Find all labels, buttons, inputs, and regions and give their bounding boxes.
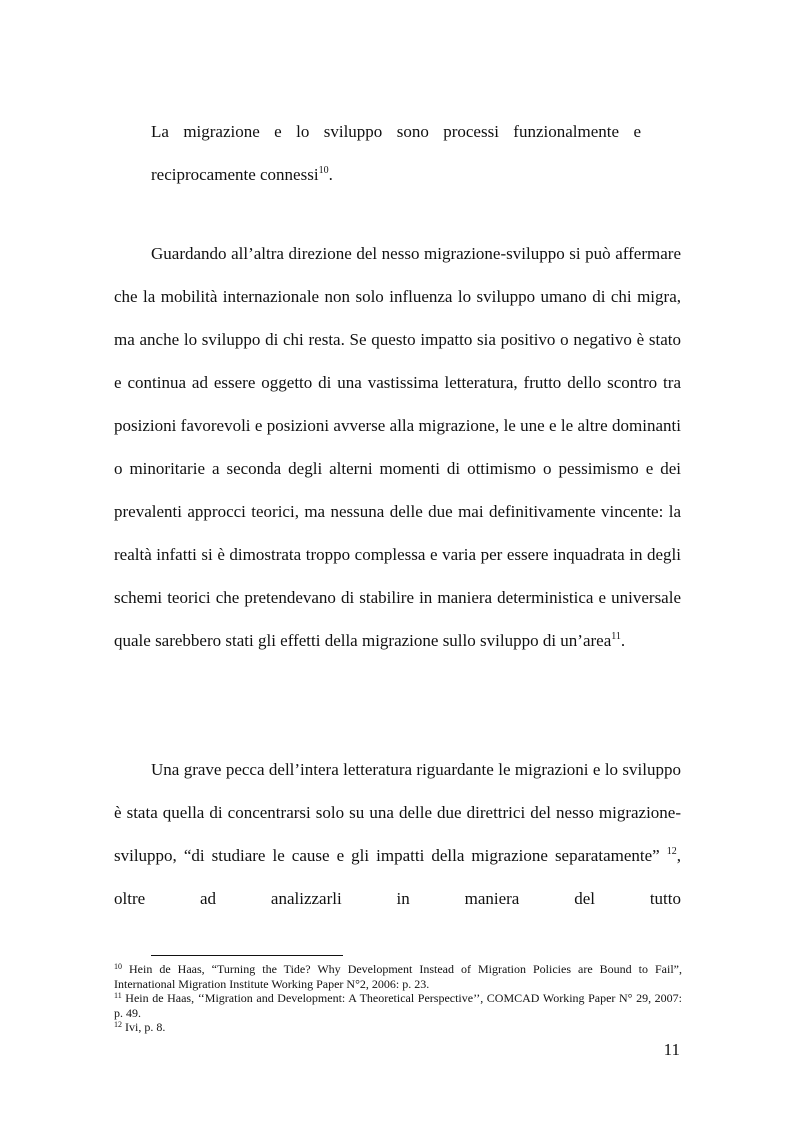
footnote-number: 10: [114, 962, 122, 971]
footnote-text: Ivi, p. 8.: [122, 1020, 166, 1034]
footnote-number: 12: [114, 1020, 122, 1029]
footnote-text: Hein de Haas, ‘‘Migration and Development: A Theoretical Perspective’’, COMCAD Working Paper N° 29, 2007: p. 49.: [114, 991, 682, 1020]
paragraph-2: [114, 748, 681, 920]
footnote-11: [114, 991, 682, 1020]
footnote-separator: [151, 955, 343, 956]
page-number: 11: [663, 1040, 680, 1059]
footnote-12: [114, 1020, 682, 1035]
footnote-ref-11: 11: [611, 631, 621, 642]
paragraph-1: [114, 232, 681, 662]
footnote-ref-12: 12: [666, 846, 677, 857]
paragraph-2-text: Una grave pecca dell’intera letteratura riguardante le migrazioni e lo sviluppo è stata quella di concentrarsi solo su una delle due direttrici del nesso migrazione-sviluppo, “di studiare le cause e gli impatti della migrazione separatamente”: [114, 760, 681, 865]
footnote-10: [114, 962, 682, 991]
footnotes: [114, 962, 682, 1035]
footnote-ref-10: 10: [318, 165, 329, 176]
paragraph-2-text-continued: , oltre ad analizzarli in maniera del tutto: [114, 846, 681, 908]
paragraph-1-end: .: [620, 631, 626, 650]
quote-end: .: [328, 165, 333, 184]
block-quote: [151, 110, 641, 196]
footnote-number: 11: [114, 991, 122, 1000]
footnote-text: Hein de Haas, “Turning the Tide? Why Development Instead of Migration Policies are Bound to Fail”, International Migration Institute Working Paper N°2, 2006: p. 23.: [114, 962, 682, 991]
quote-text: La migrazione e lo sviluppo sono processi funzionalmente e reciprocamente connessi: [151, 122, 641, 184]
paragraph-1-text: Guardando all’altra direzione del nesso migrazione-sviluppo si può affermare che la mobilità internazionale non solo influenza lo sviluppo umano di chi migra, ma anche lo sviluppo di chi resta. Se questo impatto sia positivo o negativo è stato e continua ad essere oggetto di una vastissima letteratura, frutto dello scontro tra posizioni favorevoli e posizioni avverse alla migrazione, le une e le altre dominanti o minoritarie a seconda degli alterni momenti di ottimismo o pessimismo e dei prevalenti approcci teorici, ma nessuna delle due mai definitivamente vincente: la realtà infatti si è dimostrata troppo complessa e varia per essere inquadrata in degli schemi teorici che pretendevano di stabilire in maniera deterministica e universale quale sarebbero stati gli effetti della migrazione sullo sviluppo di un’area: [114, 244, 681, 650]
